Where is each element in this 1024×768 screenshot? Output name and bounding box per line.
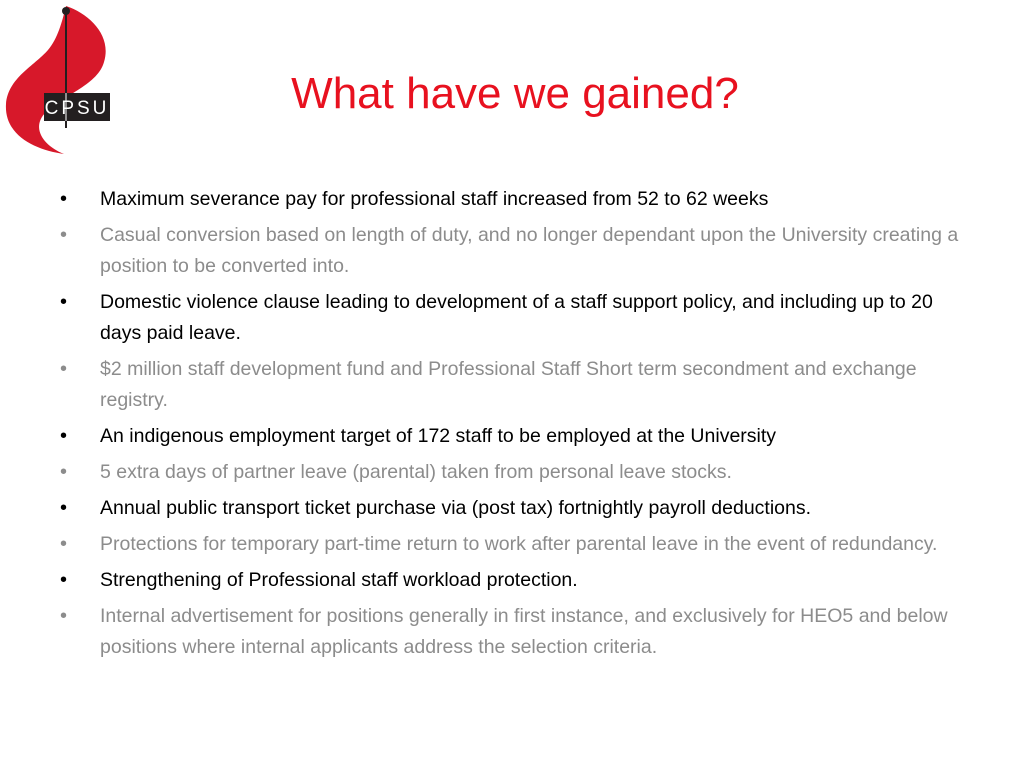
bullet-glyph: •: [60, 188, 68, 210]
bullet-item: [60, 354, 965, 416]
bullet-glyph: •: [60, 358, 68, 380]
bullet-text: 5 extra days of partner leave (parental) taken from personal leave stocks.: [100, 461, 732, 483]
bullet-item: [60, 220, 965, 282]
logo-text: CPSU: [44, 98, 110, 119]
bullet-glyph: •: [60, 605, 68, 627]
bullet-list: [60, 184, 965, 668]
bullet-item: [60, 493, 965, 524]
bullet-glyph: •: [60, 497, 68, 519]
bullet-text: Domestic violence clause leading to development of a staff support policy, and including up to 20 days paid leave.: [100, 291, 933, 344]
cpsu-logo: [0, 0, 120, 160]
bullet-glyph: •: [60, 533, 68, 555]
bullet-item: [60, 457, 965, 488]
bullet-item: [60, 287, 965, 349]
logo-swoosh: [6, 6, 106, 154]
bullet-glyph: •: [60, 461, 68, 483]
slide-title: What have we gained?: [291, 69, 739, 118]
bullet-text: Strengthening of Professional staff workload protection.: [100, 569, 578, 591]
bullet-text: Casual conversion based on length of duty, and no longer dependant upon the University creating a position to be converted into.: [100, 224, 959, 277]
bullet-item: [60, 565, 965, 596]
bullet-text: Protections for temporary part-time return to work after parental leave in the event of redundancy.: [100, 533, 938, 555]
bullet-item: [60, 601, 965, 663]
bullet-glyph: •: [60, 569, 68, 591]
bullet-text: An indigenous employment target of 172 staff to be employed at the University: [100, 425, 777, 447]
bullet-glyph: •: [60, 425, 68, 447]
bullet-glyph: •: [60, 224, 68, 246]
bullet-item: [60, 421, 965, 452]
bullet-text: Maximum severance pay for professional staff increased from 52 to 62 weeks: [100, 188, 769, 210]
bullet-item: [60, 529, 965, 560]
bullet-item: [60, 184, 965, 215]
bullet-text: Annual public transport ticket purchase via (post tax) fortnightly payroll deductions.: [100, 497, 812, 519]
bullet-text: Internal advertisement for positions generally in first instance, and exclusively for HEO5 and below positions where internal applicants address the selection criteria.: [100, 605, 948, 658]
bullet-glyph: •: [60, 291, 68, 313]
bullet-text: $2 million staff development fund and Professional Staff Short term secondment and exchange registry.: [100, 358, 917, 411]
